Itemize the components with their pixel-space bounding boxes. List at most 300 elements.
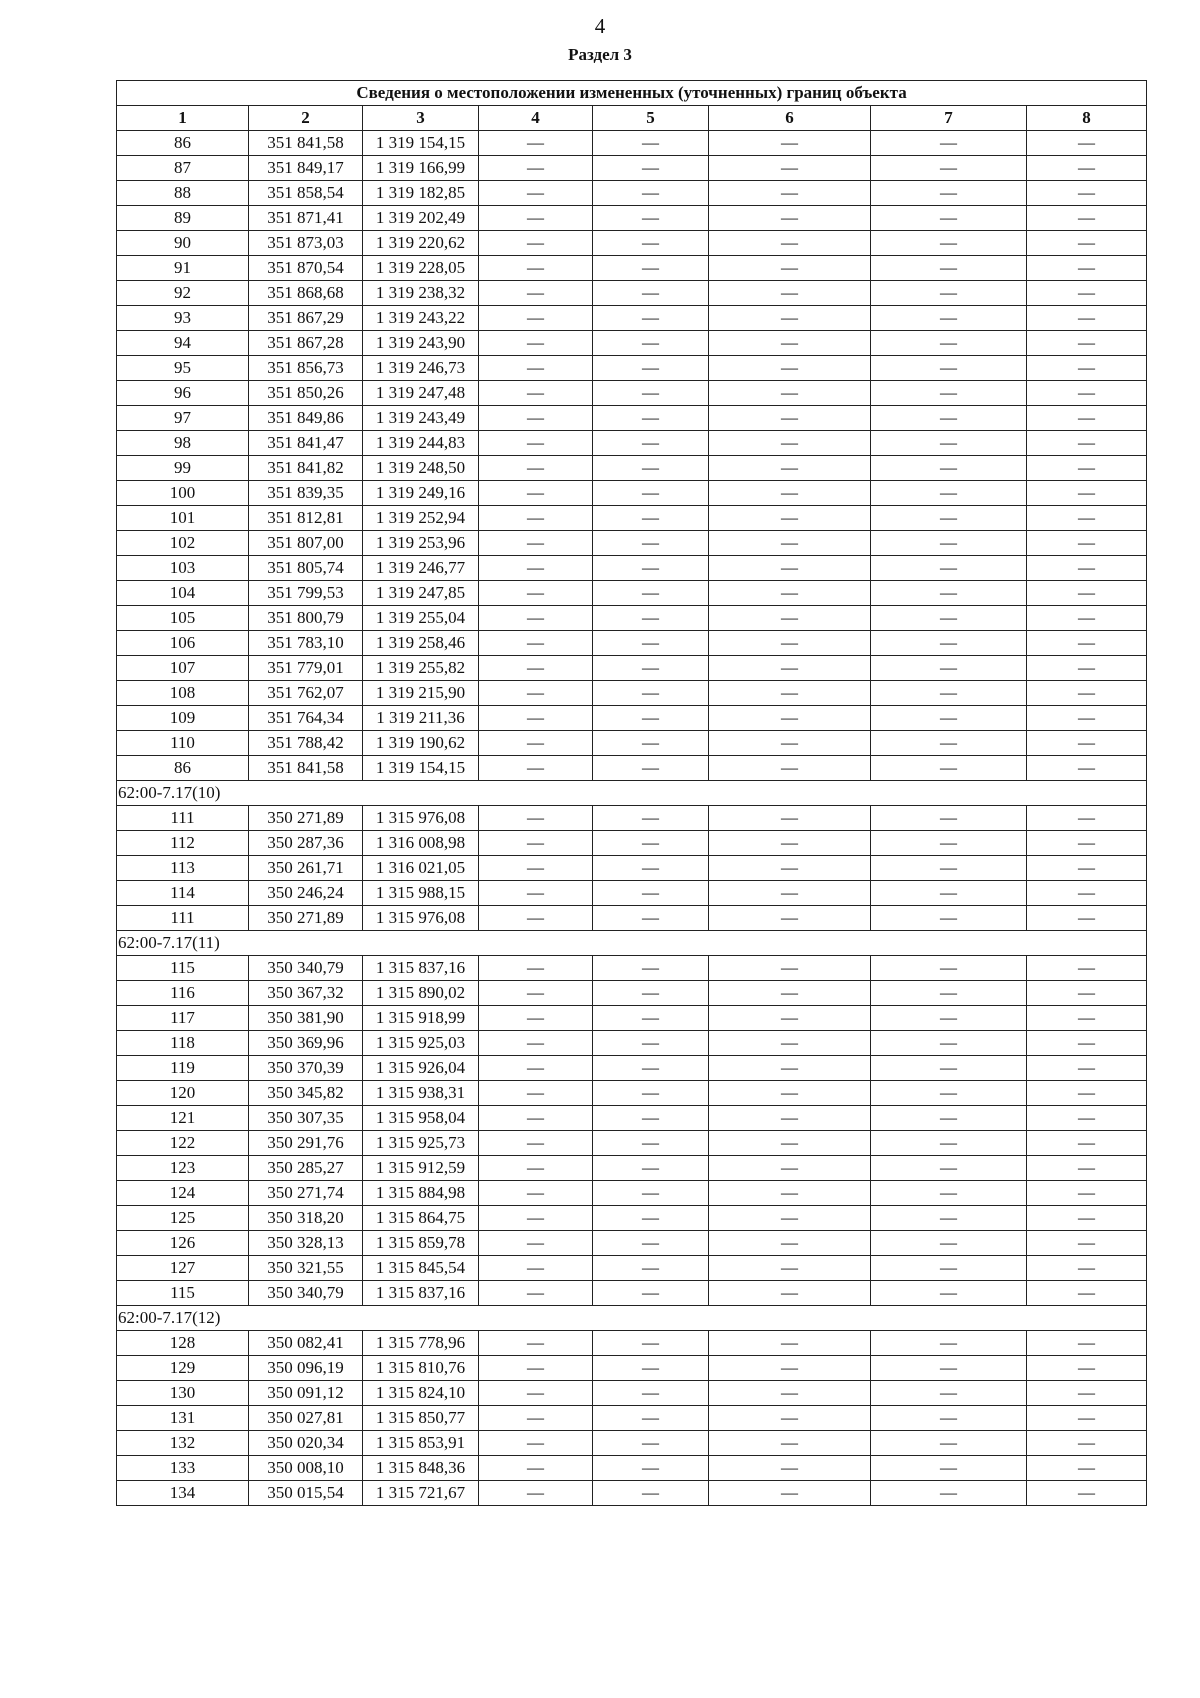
table-row [117, 1356, 1147, 1381]
empty-value-cell: — [479, 756, 593, 781]
empty-value-cell: — [709, 256, 871, 281]
empty-value-cell: — [479, 1231, 593, 1256]
empty-value-cell: — [1027, 156, 1147, 181]
y-coordinate-cell: 1 315 837,16 [363, 956, 479, 981]
empty-value-cell: — [593, 756, 709, 781]
empty-value-cell: — [1027, 856, 1147, 881]
x-coordinate-cell: 350 307,35 [249, 1106, 363, 1131]
y-coordinate-cell: 1 319 190,62 [363, 731, 479, 756]
empty-value-cell: — [1027, 1206, 1147, 1231]
empty-value-cell: — [871, 581, 1027, 606]
empty-value-cell: — [871, 1281, 1027, 1306]
empty-value-cell: — [871, 131, 1027, 156]
empty-value-cell: — [871, 1256, 1027, 1281]
y-coordinate-cell: 1 316 008,98 [363, 831, 479, 856]
empty-value-cell: — [593, 1131, 709, 1156]
empty-value-cell: — [871, 1456, 1027, 1481]
empty-value-cell: — [709, 1481, 871, 1506]
y-coordinate-cell: 1 315 938,31 [363, 1081, 479, 1106]
x-coordinate-cell: 350 015,54 [249, 1481, 363, 1506]
empty-value-cell: — [1027, 406, 1147, 431]
empty-value-cell: — [1027, 1381, 1147, 1406]
empty-value-cell: — [479, 606, 593, 631]
point-number-cell: 116 [117, 981, 249, 1006]
empty-value-cell: — [593, 656, 709, 681]
point-number-cell: 96 [117, 381, 249, 406]
empty-value-cell: — [593, 231, 709, 256]
y-coordinate-cell: 1 315 925,73 [363, 1131, 479, 1156]
empty-value-cell: — [871, 331, 1027, 356]
empty-value-cell: — [1027, 206, 1147, 231]
empty-value-cell: — [709, 131, 871, 156]
table-row [117, 1106, 1147, 1131]
y-coordinate-cell: 1 315 845,54 [363, 1256, 479, 1281]
column-header: 2 [249, 106, 363, 131]
table-row [117, 306, 1147, 331]
empty-value-cell: — [1027, 1181, 1147, 1206]
point-number-cell: 129 [117, 1356, 249, 1381]
empty-value-cell: — [593, 831, 709, 856]
x-coordinate-cell: 351 858,54 [249, 181, 363, 206]
point-number-cell: 117 [117, 1006, 249, 1031]
point-number-cell: 115 [117, 956, 249, 981]
empty-value-cell: — [593, 531, 709, 556]
x-coordinate-cell: 350 340,79 [249, 956, 363, 981]
empty-value-cell: — [593, 1056, 709, 1081]
empty-value-cell: — [709, 306, 871, 331]
table-row [117, 1131, 1147, 1156]
table-row [117, 231, 1147, 256]
y-coordinate-cell: 1 319 154,15 [363, 756, 479, 781]
empty-value-cell: — [593, 481, 709, 506]
point-number-cell: 106 [117, 631, 249, 656]
empty-value-cell: — [871, 381, 1027, 406]
table-row [117, 1481, 1147, 1506]
empty-value-cell: — [871, 881, 1027, 906]
empty-value-cell: — [593, 381, 709, 406]
point-number-cell: 109 [117, 706, 249, 731]
empty-value-cell: — [1027, 181, 1147, 206]
column-header: 3 [363, 106, 479, 131]
table-row [117, 1006, 1147, 1031]
empty-value-cell: — [709, 906, 871, 931]
empty-value-cell: — [593, 606, 709, 631]
table-row [117, 506, 1147, 531]
empty-value-cell: — [479, 581, 593, 606]
empty-value-cell: — [871, 281, 1027, 306]
table-row [117, 556, 1147, 581]
empty-value-cell: — [871, 481, 1027, 506]
empty-value-cell: — [479, 1081, 593, 1106]
x-coordinate-cell: 350 318,20 [249, 1206, 363, 1231]
table-row [117, 131, 1147, 156]
empty-value-cell: — [871, 456, 1027, 481]
table-row [117, 331, 1147, 356]
y-coordinate-cell: 1 319 255,04 [363, 606, 479, 631]
point-number-cell: 90 [117, 231, 249, 256]
x-coordinate-cell: 351 868,68 [249, 281, 363, 306]
x-coordinate-cell: 351 788,42 [249, 731, 363, 756]
empty-value-cell: — [1027, 681, 1147, 706]
y-coordinate-cell: 1 315 721,67 [363, 1481, 479, 1506]
table-row [117, 1381, 1147, 1406]
empty-value-cell: — [593, 1006, 709, 1031]
table-row [117, 206, 1147, 231]
empty-value-cell: — [1027, 806, 1147, 831]
x-coordinate-cell: 350 027,81 [249, 1406, 363, 1431]
empty-value-cell: — [871, 1206, 1027, 1231]
empty-value-cell: — [1027, 981, 1147, 1006]
empty-value-cell: — [1027, 1331, 1147, 1356]
empty-value-cell: — [1027, 906, 1147, 931]
empty-value-cell: — [709, 1156, 871, 1181]
table-row [117, 831, 1147, 856]
y-coordinate-cell: 1 319 248,50 [363, 456, 479, 481]
point-number-cell: 86 [117, 131, 249, 156]
empty-value-cell: — [1027, 431, 1147, 456]
empty-value-cell: — [593, 1406, 709, 1431]
point-number-cell: 98 [117, 431, 249, 456]
empty-value-cell: — [479, 156, 593, 181]
y-coordinate-cell: 1 315 976,08 [363, 806, 479, 831]
empty-value-cell: — [871, 606, 1027, 631]
point-number-cell: 115 [117, 1281, 249, 1306]
empty-value-cell: — [871, 806, 1027, 831]
empty-value-cell: — [709, 1006, 871, 1031]
empty-value-cell: — [1027, 1481, 1147, 1506]
table-row [117, 431, 1147, 456]
empty-value-cell: — [479, 206, 593, 231]
table-row [117, 1081, 1147, 1106]
empty-value-cell: — [709, 1231, 871, 1256]
table-row [117, 956, 1147, 981]
y-coordinate-cell: 1 315 824,10 [363, 1381, 479, 1406]
empty-value-cell: — [593, 706, 709, 731]
table-row [117, 981, 1147, 1006]
empty-value-cell: — [1027, 131, 1147, 156]
x-coordinate-cell: 351 867,29 [249, 306, 363, 331]
y-coordinate-cell: 1 319 247,85 [363, 581, 479, 606]
empty-value-cell: — [1027, 1406, 1147, 1431]
empty-value-cell: — [1027, 1431, 1147, 1456]
empty-value-cell: — [593, 406, 709, 431]
empty-value-cell: — [871, 906, 1027, 931]
y-coordinate-cell: 1 315 925,03 [363, 1031, 479, 1056]
x-coordinate-cell: 350 367,32 [249, 981, 363, 1006]
empty-value-cell: — [593, 1281, 709, 1306]
section-label: 62:00-7.17(10) [117, 781, 1147, 806]
y-coordinate-cell: 1 315 859,78 [363, 1231, 479, 1256]
empty-value-cell: — [479, 1256, 593, 1281]
empty-value-cell: — [871, 856, 1027, 881]
y-coordinate-cell: 1 315 778,96 [363, 1331, 479, 1356]
empty-value-cell: — [709, 681, 871, 706]
point-number-cell: 127 [117, 1256, 249, 1281]
x-coordinate-cell: 350 370,39 [249, 1056, 363, 1081]
empty-value-cell: — [871, 531, 1027, 556]
empty-value-cell: — [709, 706, 871, 731]
empty-value-cell: — [871, 406, 1027, 431]
x-coordinate-cell: 350 321,55 [249, 1256, 363, 1281]
empty-value-cell: — [1027, 731, 1147, 756]
table-row [117, 406, 1147, 431]
empty-value-cell: — [479, 831, 593, 856]
empty-value-cell: — [479, 1056, 593, 1081]
x-coordinate-cell: 350 096,19 [249, 1356, 363, 1381]
x-coordinate-cell: 351 779,01 [249, 656, 363, 681]
empty-value-cell: — [593, 1456, 709, 1481]
table-row [117, 881, 1147, 906]
empty-value-cell: — [871, 731, 1027, 756]
empty-value-cell: — [593, 881, 709, 906]
empty-value-cell: — [709, 606, 871, 631]
x-coordinate-cell: 350 261,71 [249, 856, 363, 881]
table-row [117, 731, 1147, 756]
empty-value-cell: — [593, 1031, 709, 1056]
y-coordinate-cell: 1 315 864,75 [363, 1206, 479, 1231]
y-coordinate-cell: 1 315 848,36 [363, 1456, 479, 1481]
empty-value-cell: — [709, 731, 871, 756]
section-row [117, 781, 1147, 806]
empty-value-cell: — [1027, 1031, 1147, 1056]
y-coordinate-cell: 1 319 215,90 [363, 681, 479, 706]
empty-value-cell: — [871, 556, 1027, 581]
empty-value-cell: — [709, 1031, 871, 1056]
empty-value-cell: — [479, 381, 593, 406]
empty-value-cell: — [1027, 956, 1147, 981]
empty-value-cell: — [479, 656, 593, 681]
empty-value-cell: — [593, 281, 709, 306]
y-coordinate-cell: 1 319 243,49 [363, 406, 479, 431]
empty-value-cell: — [1027, 606, 1147, 631]
column-header: 5 [593, 106, 709, 131]
x-coordinate-cell: 351 870,54 [249, 256, 363, 281]
y-coordinate-cell: 1 315 837,16 [363, 1281, 479, 1306]
point-number-cell: 128 [117, 1331, 249, 1356]
empty-value-cell: — [709, 1056, 871, 1081]
x-coordinate-cell: 350 285,27 [249, 1156, 363, 1181]
point-number-cell: 120 [117, 1081, 249, 1106]
x-coordinate-cell: 351 783,10 [249, 631, 363, 656]
x-coordinate-cell: 350 271,89 [249, 806, 363, 831]
y-coordinate-cell: 1 319 252,94 [363, 506, 479, 531]
table-row [117, 681, 1147, 706]
empty-value-cell: — [709, 406, 871, 431]
empty-value-cell: — [593, 1356, 709, 1381]
empty-value-cell: — [593, 431, 709, 456]
section-title: Раздел 3 [568, 45, 632, 64]
empty-value-cell: — [593, 506, 709, 531]
empty-value-cell: — [871, 156, 1027, 181]
empty-value-cell: — [871, 1031, 1027, 1056]
point-number-cell: 111 [117, 906, 249, 931]
table-row [117, 256, 1147, 281]
point-number-cell: 133 [117, 1456, 249, 1481]
page-number: 4 [594, 14, 606, 38]
empty-value-cell: — [709, 631, 871, 656]
column-header: 6 [709, 106, 871, 131]
point-number-cell: 131 [117, 1406, 249, 1431]
point-number-cell: 101 [117, 506, 249, 531]
table-row [117, 356, 1147, 381]
point-number-cell: 113 [117, 856, 249, 881]
empty-value-cell: — [871, 631, 1027, 656]
empty-value-cell: — [593, 1256, 709, 1281]
empty-value-cell: — [479, 1156, 593, 1181]
empty-value-cell: — [709, 1206, 871, 1231]
x-coordinate-cell: 350 340,79 [249, 1281, 363, 1306]
empty-value-cell: — [593, 1206, 709, 1231]
table-row [117, 906, 1147, 931]
empty-value-cell: — [479, 256, 593, 281]
y-coordinate-cell: 1 315 890,02 [363, 981, 479, 1006]
y-coordinate-cell: 1 315 976,08 [363, 906, 479, 931]
empty-value-cell: — [871, 306, 1027, 331]
y-coordinate-cell: 1 315 926,04 [363, 1056, 479, 1081]
empty-value-cell: — [1027, 1056, 1147, 1081]
empty-value-cell: — [1027, 1256, 1147, 1281]
empty-value-cell: — [871, 1081, 1027, 1106]
empty-value-cell: — [709, 1181, 871, 1206]
section-row [117, 1306, 1147, 1331]
empty-value-cell: — [1027, 881, 1147, 906]
empty-value-cell: — [1027, 381, 1147, 406]
x-coordinate-cell: 351 839,35 [249, 481, 363, 506]
point-number-cell: 88 [117, 181, 249, 206]
empty-value-cell: — [871, 206, 1027, 231]
y-coordinate-cell: 1 315 958,04 [363, 1106, 479, 1131]
empty-value-cell: — [871, 956, 1027, 981]
point-number-cell: 112 [117, 831, 249, 856]
empty-value-cell: — [709, 756, 871, 781]
empty-value-cell: — [871, 181, 1027, 206]
empty-value-cell: — [1027, 1231, 1147, 1256]
empty-value-cell: — [871, 506, 1027, 531]
y-coordinate-cell: 1 319 244,83 [363, 431, 479, 456]
empty-value-cell: — [1027, 1356, 1147, 1381]
table-row [117, 806, 1147, 831]
x-coordinate-cell: 351 856,73 [249, 356, 363, 381]
y-coordinate-cell: 1 319 166,99 [363, 156, 479, 181]
empty-value-cell: — [871, 1406, 1027, 1431]
empty-value-cell: — [593, 1331, 709, 1356]
x-coordinate-cell: 351 805,74 [249, 556, 363, 581]
y-coordinate-cell: 1 319 243,90 [363, 331, 479, 356]
empty-value-cell: — [593, 1106, 709, 1131]
y-coordinate-cell: 1 315 850,77 [363, 1406, 479, 1431]
table-row [117, 181, 1147, 206]
x-coordinate-cell: 350 345,82 [249, 1081, 363, 1106]
y-coordinate-cell: 1 315 912,59 [363, 1156, 479, 1181]
point-number-cell: 123 [117, 1156, 249, 1181]
y-coordinate-cell: 1 319 220,62 [363, 231, 479, 256]
table-row [117, 581, 1147, 606]
empty-value-cell: — [593, 456, 709, 481]
table-row [117, 531, 1147, 556]
empty-value-cell: — [1027, 831, 1147, 856]
table-caption: Сведения о местоположении измененных (уточненных) границ объекта [117, 81, 1147, 106]
empty-value-cell: — [1027, 506, 1147, 531]
empty-value-cell: — [871, 831, 1027, 856]
empty-value-cell: — [709, 1131, 871, 1156]
x-coordinate-cell: 351 807,00 [249, 531, 363, 556]
empty-value-cell: — [709, 506, 871, 531]
empty-value-cell: — [709, 156, 871, 181]
empty-value-cell: — [1027, 756, 1147, 781]
table-row [117, 1281, 1147, 1306]
y-coordinate-cell: 1 319 182,85 [363, 181, 479, 206]
empty-value-cell: — [479, 1106, 593, 1131]
y-coordinate-cell: 1 319 255,82 [363, 656, 479, 681]
x-coordinate-cell: 350 381,90 [249, 1006, 363, 1031]
empty-value-cell: — [1027, 1006, 1147, 1031]
empty-value-cell: — [709, 1406, 871, 1431]
x-coordinate-cell: 351 800,79 [249, 606, 363, 631]
empty-value-cell: — [479, 1131, 593, 1156]
x-coordinate-cell: 350 246,24 [249, 881, 363, 906]
point-number-cell: 121 [117, 1106, 249, 1131]
x-coordinate-cell: 350 328,13 [249, 1231, 363, 1256]
table-row [117, 281, 1147, 306]
empty-value-cell: — [709, 456, 871, 481]
table-row [117, 656, 1147, 681]
empty-value-cell: — [1027, 306, 1147, 331]
empty-value-cell: — [593, 856, 709, 881]
point-number-cell: 110 [117, 731, 249, 756]
empty-value-cell: — [1027, 481, 1147, 506]
empty-value-cell: — [593, 581, 709, 606]
empty-value-cell: — [479, 1006, 593, 1031]
empty-value-cell: — [871, 1231, 1027, 1256]
x-coordinate-cell: 350 271,74 [249, 1181, 363, 1206]
empty-value-cell: — [871, 1356, 1027, 1381]
point-number-cell: 122 [117, 1131, 249, 1156]
table-row [117, 1056, 1147, 1081]
x-coordinate-cell: 351 849,17 [249, 156, 363, 181]
empty-value-cell: — [479, 306, 593, 331]
empty-value-cell: — [479, 806, 593, 831]
empty-value-cell: — [593, 956, 709, 981]
empty-value-cell: — [479, 1281, 593, 1306]
point-number-cell: 100 [117, 481, 249, 506]
empty-value-cell: — [871, 1481, 1027, 1506]
empty-value-cell: — [1027, 556, 1147, 581]
empty-value-cell: — [479, 681, 593, 706]
point-number-cell: 119 [117, 1056, 249, 1081]
empty-value-cell: — [709, 556, 871, 581]
empty-value-cell: — [871, 1106, 1027, 1131]
y-coordinate-cell: 1 319 202,49 [363, 206, 479, 231]
empty-value-cell: — [709, 281, 871, 306]
empty-value-cell: — [709, 956, 871, 981]
table-row [117, 381, 1147, 406]
y-coordinate-cell: 1 316 021,05 [363, 856, 479, 881]
x-coordinate-cell: 350 291,76 [249, 1131, 363, 1156]
empty-value-cell: — [479, 906, 593, 931]
empty-value-cell: — [1027, 281, 1147, 306]
empty-value-cell: — [479, 1406, 593, 1431]
empty-value-cell: — [593, 181, 709, 206]
empty-value-cell: — [479, 506, 593, 531]
empty-value-cell: — [479, 556, 593, 581]
empty-value-cell: — [709, 331, 871, 356]
table-row [117, 631, 1147, 656]
table-row [117, 481, 1147, 506]
x-coordinate-cell: 351 764,34 [249, 706, 363, 731]
empty-value-cell: — [1027, 456, 1147, 481]
empty-value-cell: — [479, 1456, 593, 1481]
point-number-cell: 134 [117, 1481, 249, 1506]
